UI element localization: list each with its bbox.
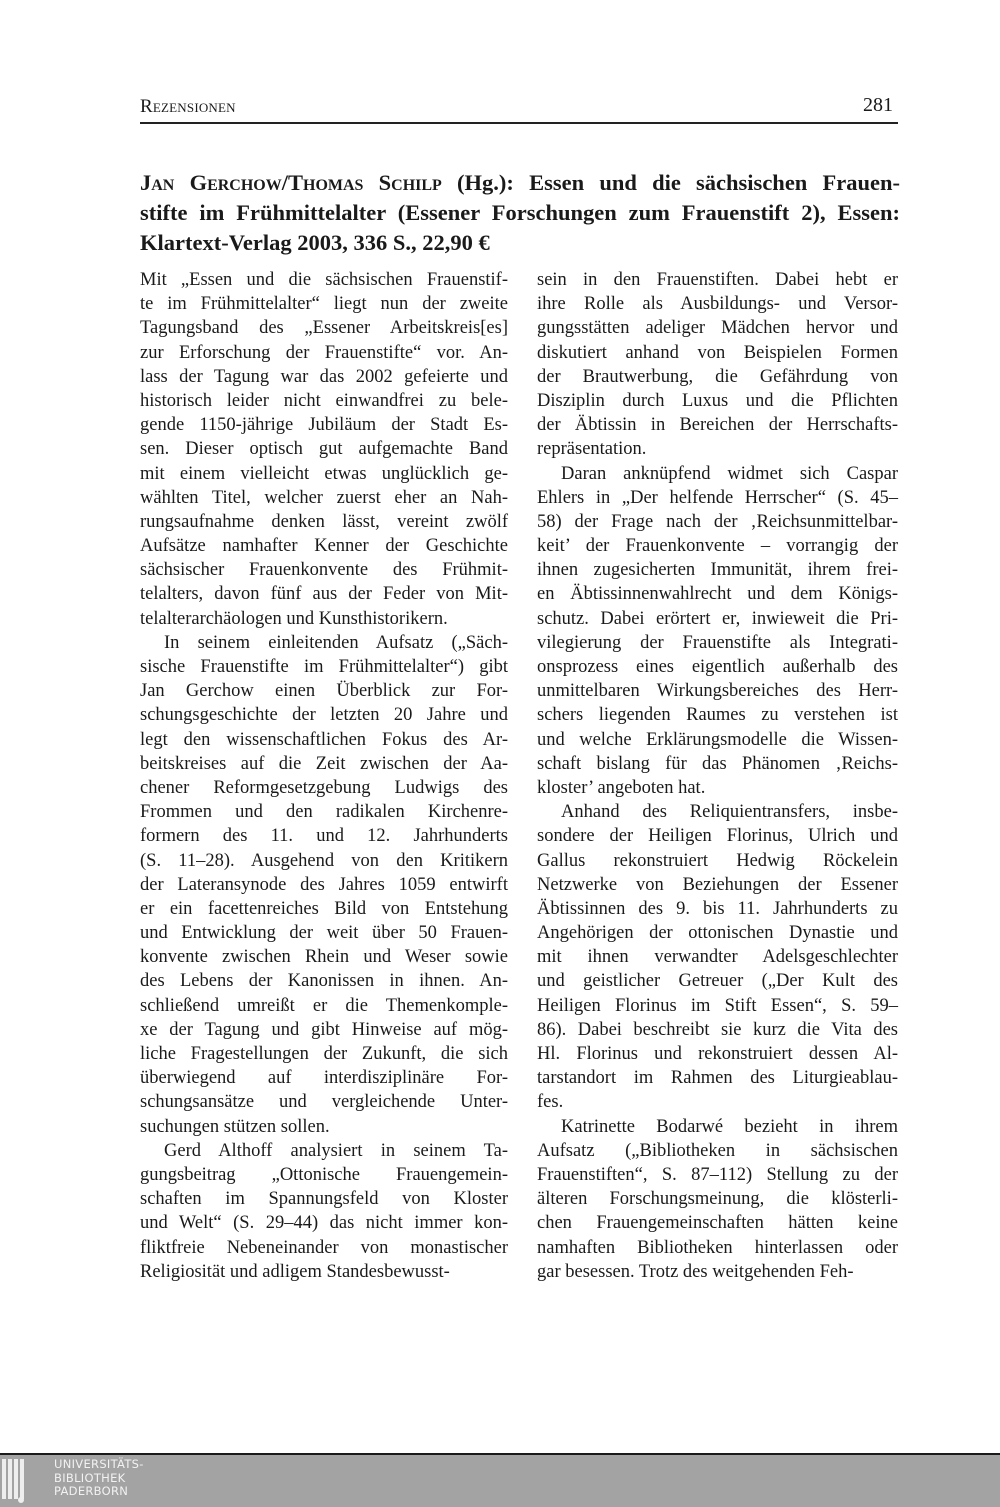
text-line: vilegierung der Frauenstifte als Integrati-	[537, 632, 898, 653]
text-line: konvente zwischen Rhein und Weser sowie	[140, 947, 508, 968]
text-line: telalterarchäologen und Kunsthistorikern.	[140, 608, 448, 629]
editors: Jan Gerchow/Thomas Schilp	[140, 170, 442, 195]
text-line: suchungen stützen sollen.	[140, 1116, 330, 1137]
title-text: (Hg.): Essen und die sächsischen Frauen-	[441, 170, 901, 195]
logo-line: PADERBORN	[54, 1484, 129, 1498]
text-line: Disziplin durch Luxus und die Pflichten	[537, 390, 898, 411]
text-line: mit ihnen verwandter Adelsgeschlechter	[537, 947, 898, 968]
text-line: lass der Tagung war das 2002 gefeierte und	[140, 366, 508, 387]
text-line: sein in den Frauenstiften. Dabei hebt er	[537, 270, 898, 290]
text-line: keit’ der Frauenkonvente – vorrangig der	[537, 536, 898, 557]
text-line: der Äbtissin in Bereichen der Herrschafts-	[537, 415, 898, 436]
page-number: 281	[863, 94, 893, 116]
text-line: wählten Titel, welcher zuerst eher an Nah-	[140, 487, 508, 508]
text-line: Jan Gerchow einen Überblick zur For-	[140, 681, 508, 702]
text-line: sen. Dieser optisch gut aufgemachte Band	[140, 439, 508, 460]
text-line: 58) der Frage nach der ‚Reichsunmittelbar-	[537, 511, 898, 532]
text-line: der Lateransynode des Jahres 1059 entwirft	[140, 874, 508, 895]
text-line: chener Reformgesetzgebung Ludwigs des	[140, 777, 508, 798]
text-line: onsprozess eines eigentlich außerhalb des	[537, 657, 898, 677]
text-line: sische Frauenstifte im Frühmittelalter“) gibt	[140, 657, 508, 677]
right-column	[537, 268, 898, 1284]
text-line: telalters, davon fünf aus der Feder von Mit-	[140, 584, 508, 605]
text-line: zur Erforschung der Frauenstifte“ vor. An-	[140, 342, 508, 363]
text-line: schungsgeschichte der letzten 20 Jahre und	[140, 705, 508, 726]
running-head	[140, 94, 898, 124]
text-line: und welche Erklärungsmodelle die Wissen-	[537, 729, 898, 750]
text-line: Tagungsband des „Essener Arbeitskreis[es]	[140, 318, 508, 339]
text-line: er ein facettenreiches Bild von Entstehung	[140, 898, 508, 919]
text-line: und geistlicher Getreuer („Der Kult des	[537, 971, 898, 992]
text-line: älteren Forschungsmeinung, die klösterli-	[537, 1189, 898, 1210]
review-title-line	[140, 168, 900, 198]
text-line: gar besessen. Trotz des weitgehenden Feh-	[537, 1261, 854, 1282]
text-line: ihnen zugesicherten Immunität, ihrem frei-	[537, 560, 898, 581]
text-line: (S. 11–28). Ausgehend von den Kritikern	[140, 850, 508, 871]
text-line: rungsaufnahme denken lässt, vereint zwölf	[140, 511, 508, 532]
text-line: Ehlers in „Der helfende Herrscher“ (S. 45–	[537, 487, 898, 508]
text-line: tarstandort im Rahmen des Liturgieablau-	[537, 1068, 898, 1089]
text-line: Netzwerke von Beziehungen der Essener	[537, 874, 898, 895]
text-line: Aufsätze namhafter Kenner der Geschichte	[140, 536, 508, 557]
text-line: Daran anknüpfend widmet sich Caspar	[561, 463, 898, 484]
text-line: sächsischer Frauenkonvente des Frühmit-	[140, 560, 508, 581]
text-line: Heiligen Florinus im Stift Essen“, S. 59–	[537, 995, 898, 1016]
text-line: 86). Dabei beschreibt sie kurz die Vita des	[537, 1019, 898, 1040]
text-line: schutz. Dabei erörtert er, inwieweit die Pri-	[537, 608, 898, 629]
review-title	[140, 168, 900, 258]
text-line: historisch leider nicht einwandfrei zu bele-	[140, 390, 508, 411]
text-line: diskutiert anhand von Beispielen Formen	[537, 342, 898, 363]
text-line: Äbtissinnen des 9. bis 11. Jahrhunderts zu	[537, 898, 898, 919]
text-line: Religiosität und adligem Standesbewusst-	[140, 1261, 450, 1282]
text-line: Aufsatz („Bibliotheken in sächsischen	[537, 1140, 898, 1161]
text-line: schaft bislang für das Phänomen ‚Reichs-	[537, 753, 898, 774]
text-line: und Welt“ (S. 29–44) das nicht immer kon-	[140, 1213, 508, 1234]
text-line: sondere der Heiligen Florinus, Ulrich und	[537, 826, 898, 847]
text-line: gungsstätten adeliger Mädchen hervor und	[537, 318, 898, 339]
review-title-line: Klartext-Verlag 2003, 336 S., 22,90 €	[140, 230, 490, 255]
text-line: unmittelbaren Wirkungsbereiches des Herr-	[537, 681, 898, 702]
text-line: te im Frühmittelalter“ liegt nun der zweite	[140, 294, 508, 315]
text-line: Angehörigen der ottonischen Dynastie und	[537, 923, 898, 944]
text-line: des Lebens der Kanonissen in ihnen. An-	[140, 971, 508, 992]
text-line: der Brautwerbung, die Gefährdung von	[537, 366, 898, 387]
section-title: Rezensionen	[140, 96, 236, 117]
text-line: namhaften Bibliotheken hinterlassen oder	[537, 1237, 898, 1258]
text-line: schaften im Spannungsfeld von Kloster	[140, 1189, 508, 1210]
text-line: liche Fragestellungen der Zukunft, die sich	[140, 1044, 508, 1064]
text-line: Gerd Althoff analysiert in seinem Ta-	[164, 1140, 508, 1161]
text-line: beitskreises auf die Zeit zwischen der Aa-	[140, 753, 508, 774]
text-line: legt den wissenschaftlichen Fokus des Ar-	[140, 729, 508, 750]
text-line: Anhand des Reliquientransfers, insbe-	[561, 802, 898, 823]
text-line: Hl. Florinus und rekonstruiert dessen Al-	[537, 1044, 898, 1064]
text-line: fliktfreie Nebeneinander von monastischer	[140, 1237, 508, 1258]
text-line: schungsansätze und vergleichende Unter-	[140, 1092, 508, 1113]
logo-line: BIBLIOTHEK	[54, 1470, 126, 1485]
footer-band	[0, 1453, 1000, 1507]
logo-line: UNIVERSITÄTS-	[54, 1457, 144, 1471]
text-line: Katrinette Bodarwé bezieht in ihrem	[561, 1116, 898, 1137]
text-line: xe der Tagung und gibt Hinweise auf mög-	[140, 1019, 508, 1040]
left-column	[140, 268, 508, 1284]
text-line: en Äbtissinnenwahlrecht und dem Königs-	[537, 584, 898, 605]
text-line: schließend umreißt er die Themenkomple-	[140, 995, 508, 1016]
text-line: schers liegenden Raumes zu verstehen ist	[537, 705, 898, 726]
text-line: kloster’ angeboten hat.	[537, 777, 706, 798]
text-line: gende 1150-jährige Jubiläum der Stadt Es-	[140, 415, 508, 436]
text-line: Mit „Essen und die sächsischen Frauenstif-	[140, 270, 508, 290]
text-line: Frauenstiften“, S. 87–112) Stellung zu der	[537, 1164, 898, 1185]
text-line: formern des 11. und 12. Jahrhunderts	[140, 826, 508, 847]
logo-dot-icon	[18, 1497, 24, 1503]
text-line: überwiegend auf interdisziplinäre For-	[140, 1068, 508, 1089]
text-line: ihre Rolle als Ausbildungs- und Versor-	[537, 294, 898, 315]
text-line: gungsbeitrag „Ottonische Frauengemein-	[140, 1164, 508, 1185]
text-line: Gallus rekonstruiert Hedwig Röckelein	[537, 850, 898, 871]
text-line: und Entwicklung der weit über 50 Frauen-	[140, 923, 508, 944]
text-line: fes.	[537, 1092, 564, 1113]
text-line: mit einem vielleicht etwas unglücklich ge-	[140, 463, 508, 484]
text-line: chen Frauengemeinschaften hätten keine	[537, 1213, 898, 1234]
text-line: repräsentation.	[537, 439, 647, 460]
review-title-line: stifte im Frühmittelalter (Essener Forschungen zum Frauenstift 2), Essen:	[140, 200, 900, 225]
text-line: Frommen und den radikalen Kirchenre-	[140, 802, 508, 823]
library-logo-text	[54, 1458, 144, 1499]
text-line: In seinem einleitenden Aufsatz („Säch-	[164, 632, 508, 653]
